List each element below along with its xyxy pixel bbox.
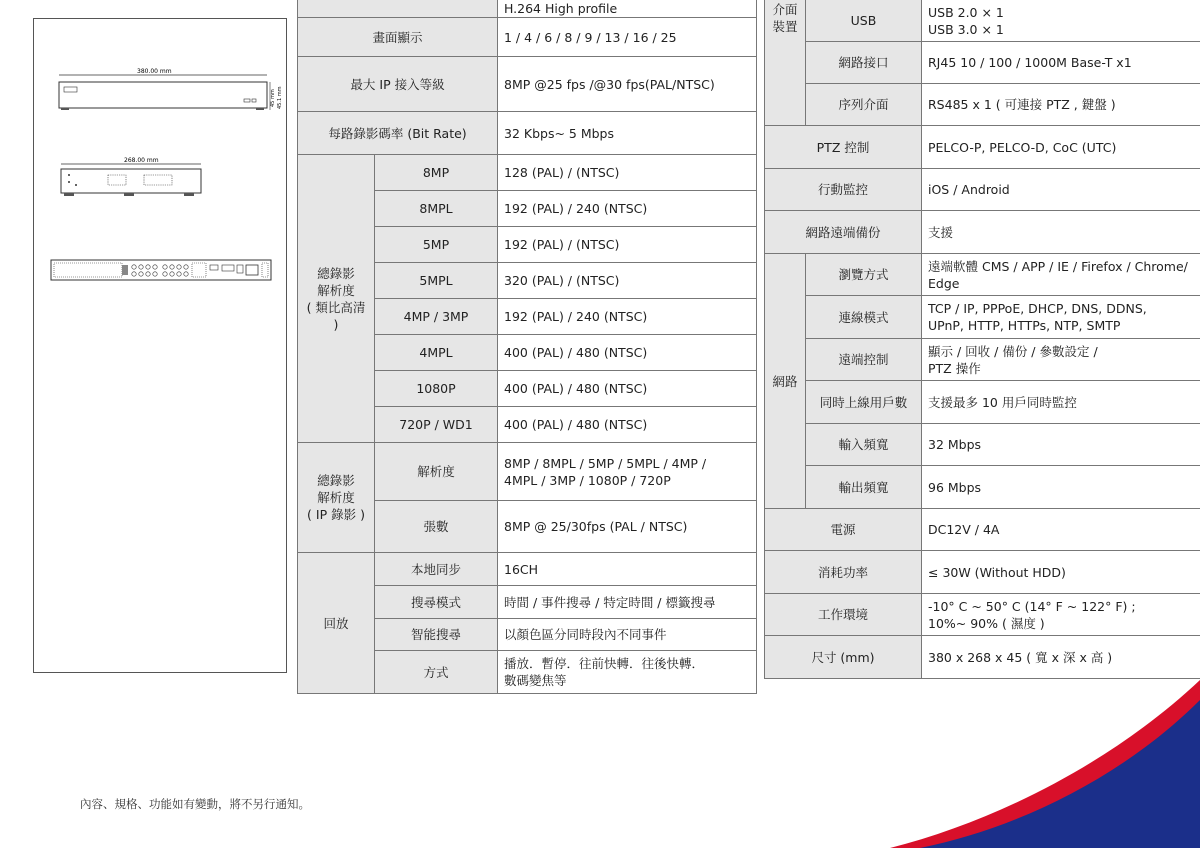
table-row	[298, 18, 757, 57]
spec-value: 400 (PAL) / 480 (NTSC)	[498, 335, 757, 371]
spec-label: 方式	[375, 651, 498, 694]
spec-value: 380 x 268 x 45 ( 寬 x 深 x 高 )	[922, 636, 1200, 679]
table-row	[765, 551, 1200, 594]
table-row	[765, 339, 1200, 381]
front-width-dim: 380.00 mm	[137, 68, 172, 75]
spec-label: 行動監控	[765, 169, 922, 211]
table-row	[765, 126, 1200, 169]
table-row	[765, 211, 1200, 254]
spec-value: 96 Mbps	[922, 466, 1200, 509]
spec-value: 遠端軟體 CMS / APP / IE / Firefox / Chrome/ Edge	[922, 254, 1200, 296]
spec-label: USB	[806, 0, 922, 42]
spec-label: 連線模式	[806, 296, 922, 339]
spec-value: 400 (PAL) / 480 (NTSC)	[498, 371, 757, 407]
table-row	[298, 0, 757, 18]
spec-label: 8MP	[375, 155, 498, 191]
group-label-analog: 總錄影 解析度 ( 類比高清 )	[298, 155, 375, 443]
spec-value: 8MP @25 fps /@30 fps(PAL/NTSC)	[498, 57, 757, 112]
spec-value: H.264 High profile	[498, 0, 757, 18]
spec-label: 序列介面	[806, 84, 922, 126]
spec-label: 網路接口	[806, 42, 922, 84]
spec-label: 每路錄影碼率 (Bit Rate)	[298, 112, 498, 155]
spec-value: 以顏色區分同時段內不同事件	[498, 619, 757, 651]
spec-table-right	[764, 0, 1200, 679]
table-row	[765, 0, 1200, 42]
spec-value: 支援最多 10 用戶同時監控	[922, 381, 1200, 424]
table-row	[765, 42, 1200, 84]
spec-label: 網路遠端備份	[765, 211, 922, 254]
spec-value: RJ45 10 / 100 / 1000M Base-T x1	[922, 42, 1200, 84]
spec-value: RS485 x 1 ( 可連接 PTZ , 鍵盤 )	[922, 84, 1200, 126]
spec-label: PTZ 控制	[765, 126, 922, 169]
spec-label: 5MPL	[375, 263, 498, 299]
spec-value: 1 / 4 / 6 / 8 / 9 / 13 / 16 / 25	[498, 18, 757, 57]
spec-value: 播放．暫停．往前快轉．往後快轉． 數碼變焦等	[498, 651, 757, 694]
spec-label: 尺寸 (mm)	[765, 636, 922, 679]
table-row	[765, 84, 1200, 126]
table-row	[298, 553, 757, 586]
spec-value: 8MP / 8MPL / 5MP / 5MPL / 4MP / 4MPL / 3MP / 1080P / 720P	[498, 443, 757, 501]
spec-value: DC12V / 4A	[922, 509, 1200, 551]
table-row	[765, 254, 1200, 296]
table-row	[765, 466, 1200, 509]
spec-label: 畫面顯示	[298, 18, 498, 57]
front-height-dim-a: 45 mm	[270, 89, 276, 107]
spec-value: 320 (PAL) / (NTSC)	[498, 263, 757, 299]
spec-value: 128 (PAL) / (NTSC)	[498, 155, 757, 191]
spec-label: 消耗功率	[765, 551, 922, 594]
spec-value: TCP / IP, PPPoE, DHCP, DNS, DDNS, UPnP, HTTP, HTTPs, NTP, SMTP	[922, 296, 1200, 339]
table-row	[765, 594, 1200, 636]
table-row	[298, 57, 757, 112]
table-row	[298, 155, 757, 191]
group-label-ip: 總錄影 解析度 ( IP 錄影 )	[298, 443, 375, 553]
spec-label: 本地同步	[375, 553, 498, 586]
spec-label: 瀏覽方式	[806, 254, 922, 296]
spec-value: 支援	[922, 211, 1200, 254]
spec-label: 張數	[375, 501, 498, 553]
spec-value: 192 (PAL) / 240 (NTSC)	[498, 299, 757, 335]
table-row	[298, 112, 757, 155]
table-row	[765, 509, 1200, 551]
spec-value: 顯示 / 回收 / 備份 / 參數設定 / PTZ 操作	[922, 339, 1200, 381]
spec-value: ≤ 30W (Without HDD)	[922, 551, 1200, 594]
table-row	[765, 296, 1200, 339]
front-height-dim-b: 45.1 mm	[277, 86, 283, 109]
spec-label: 輸入頻寬	[806, 424, 922, 466]
spec-value: 8MP @ 25/30fps (PAL / NTSC)	[498, 501, 757, 553]
spec-label: 輸出頻寬	[806, 466, 922, 509]
table-row	[765, 381, 1200, 424]
spec-label: 工作環境	[765, 594, 922, 636]
spec-value: 32 Kbps~ 5 Mbps	[498, 112, 757, 155]
spec-value: iOS / Android	[922, 169, 1200, 211]
spec-label: 4MP / 3MP	[375, 299, 498, 335]
spec-label: 同時上線用戶數	[806, 381, 922, 424]
product-drawing-panel	[33, 18, 287, 673]
footnote-disclaimer: 內容、規格、功能如有變動，將不另行通知。	[80, 797, 310, 811]
spec-label	[298, 0, 498, 18]
spec-label: 1080P	[375, 371, 498, 407]
spec-value: 32 Mbps	[922, 424, 1200, 466]
group-label-network: 網路	[765, 254, 806, 509]
spec-table-left	[297, 0, 757, 694]
spec-label: 搜尋模式	[375, 586, 498, 619]
spec-label: 遠端控制	[806, 339, 922, 381]
spec-value: 192 (PAL) / 240 (NTSC)	[498, 191, 757, 227]
group-label-playback: 回放	[298, 553, 375, 694]
spec-label: 最大 IP 接入等級	[298, 57, 498, 112]
spec-value: PELCO-P, PELCO-D, CoC (UTC)	[922, 126, 1200, 169]
spec-label: 8MPL	[375, 191, 498, 227]
spec-value: 時間 / 事件搜尋 / 特定時間 / 標籤搜尋	[498, 586, 757, 619]
spec-label: 5MP	[375, 227, 498, 263]
table-row	[765, 169, 1200, 211]
spec-label: 智能搜尋	[375, 619, 498, 651]
top-depth-dim: 268.00 mm	[124, 157, 159, 164]
spec-label: 解析度	[375, 443, 498, 501]
spec-label: 電源	[765, 509, 922, 551]
table-row	[765, 424, 1200, 466]
spec-value: USB 2.0 × 1 USB 3.0 × 1	[922, 0, 1200, 42]
spec-value: 192 (PAL) / (NTSC)	[498, 227, 757, 263]
spec-value: 400 (PAL) / 480 (NTSC)	[498, 407, 757, 443]
table-row	[298, 443, 757, 501]
spec-value: 16CH	[498, 553, 757, 586]
spec-label: 4MPL	[375, 335, 498, 371]
group-label-interface: 介面 裝置	[765, 0, 806, 126]
spec-label: 720P / WD1	[375, 407, 498, 443]
spec-value: -10° C ~ 50° C (14° F ~ 122° F) ; 10%~ 90% ( 濕度 )	[922, 594, 1200, 636]
dimension-drawing	[34, 19, 286, 672]
table-row	[765, 636, 1200, 679]
